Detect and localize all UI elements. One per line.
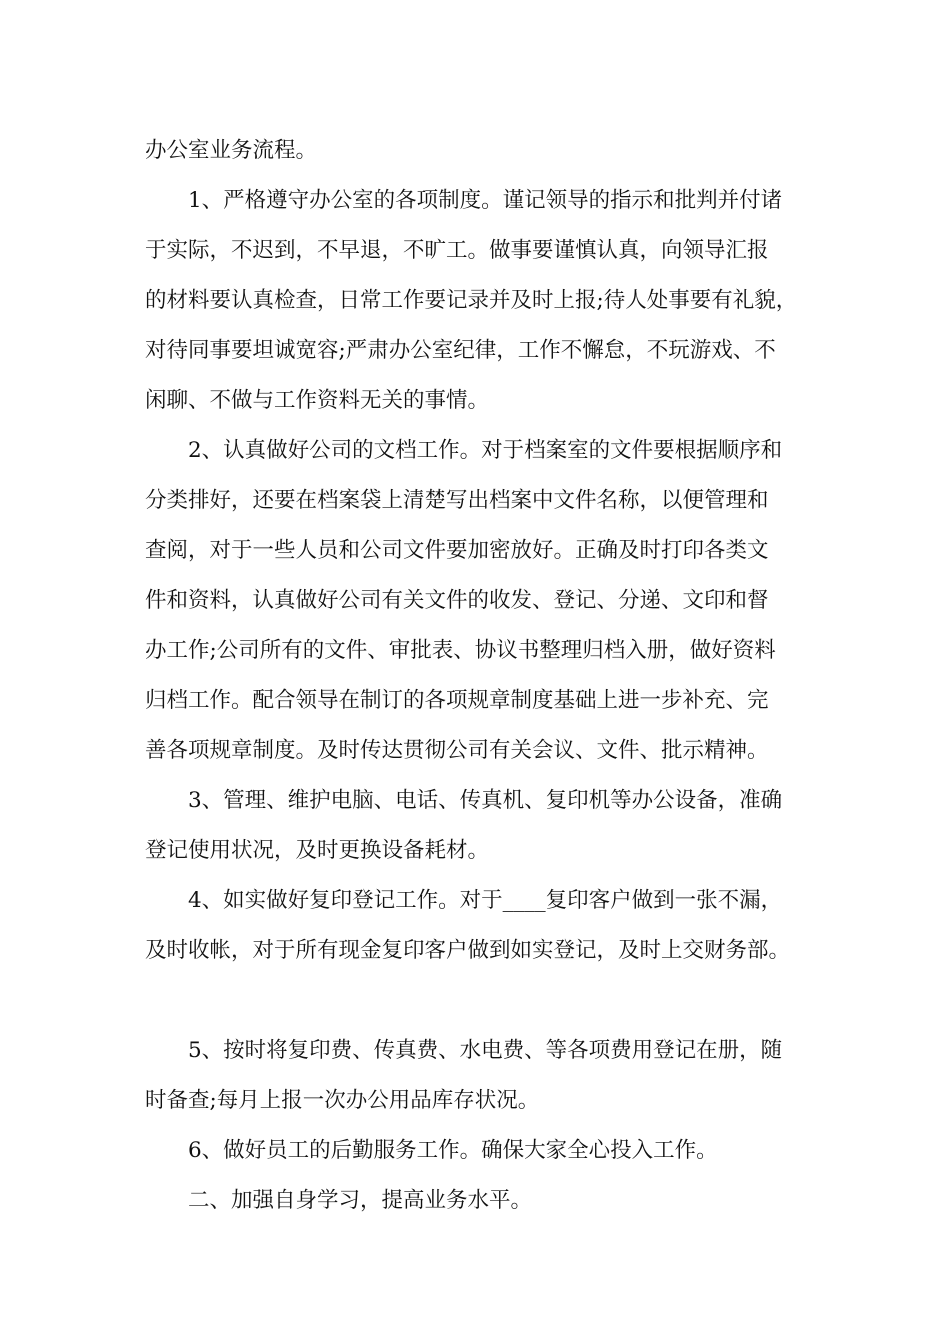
text-line: 查阅，对于一些人员和公司文件要加密放好。正确及时打印各类文 bbox=[145, 538, 769, 563]
text-line: 分类排好，还要在档案袋上清楚写出档案中文件名称，以便管理和 bbox=[145, 488, 769, 513]
text-line: 时备查;每月上报一次办公用品库存状况。 bbox=[145, 1088, 540, 1113]
text-line: 的材料要认真检查，日常工作要记录并及时上报;待人处事要有礼貌， bbox=[145, 288, 798, 313]
text-line: 4、如实做好复印登记工作。对于____复印客户做到一张不漏， bbox=[188, 888, 783, 913]
text-line: 归档工作。配合领导在制订的各项规章制度基础上进一步补充、完 bbox=[145, 688, 769, 713]
text-line: 善各项规章制度。及时传达贯彻公司有关会议、文件、批示精神。 bbox=[145, 738, 769, 763]
text-line: 登记使用状况，及时更换设备耗材。 bbox=[145, 838, 490, 863]
text-line: 二、加强自身学习，提高业务水平。 bbox=[188, 1188, 533, 1213]
text-line: 及时收帐，对于所有现金复印客户做到如实登记，及时上交财务部。 bbox=[145, 938, 791, 963]
text-line: 办工作;公司所有的文件、审批表、协议书整理归档入册，做好资料 bbox=[145, 638, 776, 663]
text-line: 3、管理、维护电脑、电话、传真机、复印机等办公设备，准确 bbox=[188, 788, 783, 813]
text-line: 对待同事要坦诚宽容;严肃办公室纪律，工作不懈怠，不玩游戏、不 bbox=[145, 338, 776, 363]
text-line: 于实际，不迟到，不早退，不旷工。做事要谨慎认真，向领导汇报 bbox=[145, 238, 769, 263]
text-line: 2、认真做好公司的文档工作。对于档案室的文件要根据顺序和 bbox=[188, 438, 783, 463]
text-line: 1、严格遵守办公室的各项制度。谨记领导的指示和批判并付诸 bbox=[188, 188, 783, 213]
text-line: 6、做好员工的后勤服务工作。确保大家全心投入工作。 bbox=[188, 1138, 718, 1163]
text-line: 件和资料，认真做好公司有关文件的收发、登记、分递、文印和督 bbox=[145, 588, 769, 613]
text-line: 闲聊、不做与工作资料无关的事情。 bbox=[145, 388, 490, 413]
text-line: 办公室业务流程。 bbox=[145, 138, 318, 163]
text-line: 5、按时将复印费、传真费、水电费、等各项费用登记在册，随 bbox=[188, 1038, 783, 1063]
